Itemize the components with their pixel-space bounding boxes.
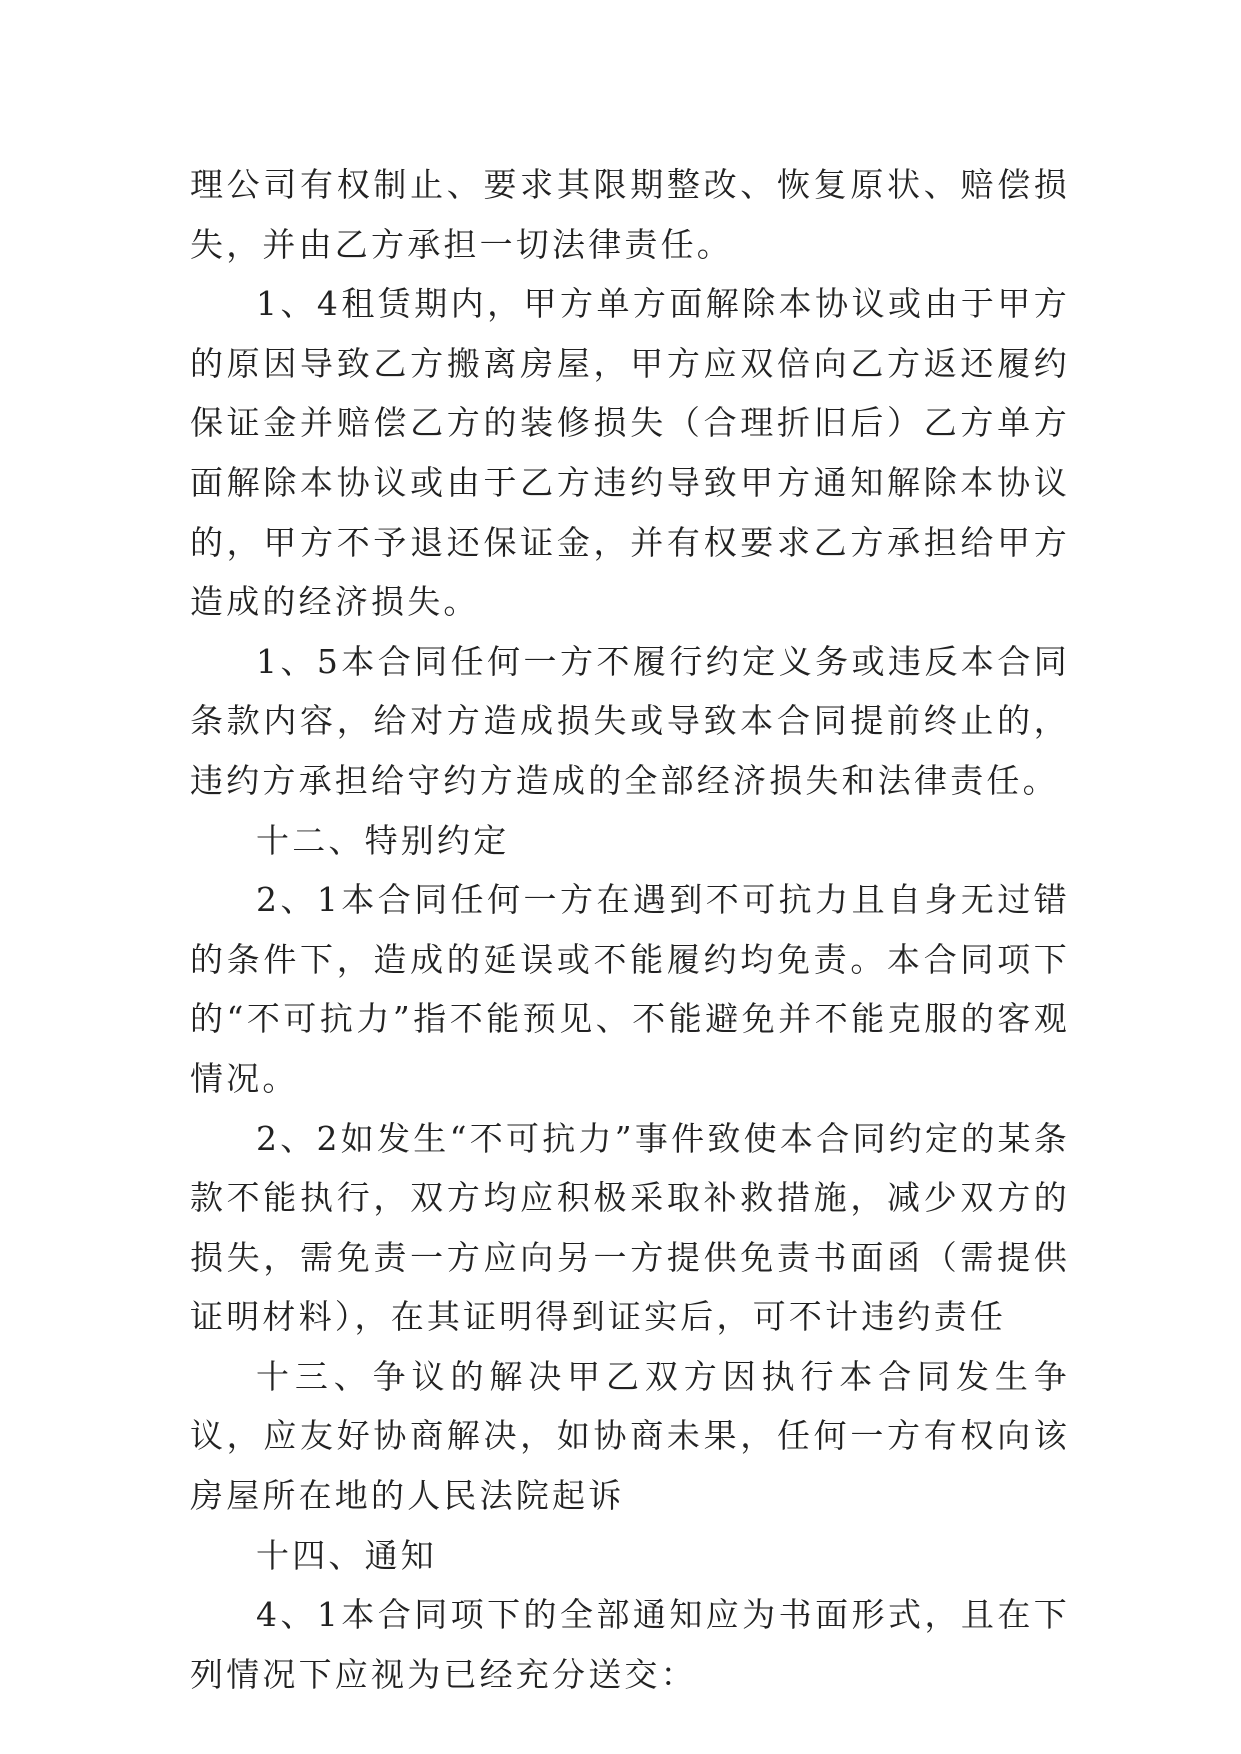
section-heading-special-agreement: 十二、特别约定 xyxy=(256,820,510,860)
paragraph-penalty-continuation: 理公司有权制止、要求其限期整改、恢复原状、赔偿损失，并由乙方承担一切法律责任。 xyxy=(190,165,1070,264)
document-body xyxy=(190,155,1070,1704)
paragraph-dispute-resolution: 十三、争议的解决甲乙双方因执行本合同发生争议，应友好协商解决，如协商未果，任何一方有权向该房屋所在地的人民法院起诉 xyxy=(190,1356,1070,1516)
paragraph-clause-2-1: 2、1本合同任何一方在遇到不可抗力且自身无过错的条件下，造成的延误或不能履约均免责。本合同项下的“不可抗力”指不能预见、不能避免并不能克服的客观情况。 xyxy=(190,880,1070,1098)
paragraph-clause-4-1: 4、1本合同项下的全部通知应为书面形式，且在下列情况下应视为已经充分送交： xyxy=(190,1595,1070,1694)
paragraph-clause-2-2: 2、2如发生“不可抗力”事件致使本合同约定的某条款不能执行，双方均应积极采取补救措施，减少双方的损失，需免责一方应向另一方提供免责书面函（需提供证明材料），在其证明得到证实后，可不计违约责任 xyxy=(190,1118,1070,1337)
paragraph-clause-1-5: 1、5本合同任何一方不履行约定义务或违反本合同条款内容，给对方造成损失或导致本合同提前终止的，违约方承担给守约方造成的全部经济损失和法律责任。 xyxy=(190,641,1070,800)
paragraph-clause-1-4: 1、4租赁期内，甲方单方面解除本协议或由于甲方的原因导致乙方搬离房屋，甲方应双倍向乙方返还履约保证金并赔偿乙方的装修损失（合理折旧后）乙方单方面解除本协议或由于乙方违约导致甲方通知解除本协议的，甲方不予退还保证金，并有权要求乙方承担给甲方造成的经济损失。 xyxy=(190,284,1070,622)
section-heading-notice: 十四、通知 xyxy=(256,1535,437,1575)
